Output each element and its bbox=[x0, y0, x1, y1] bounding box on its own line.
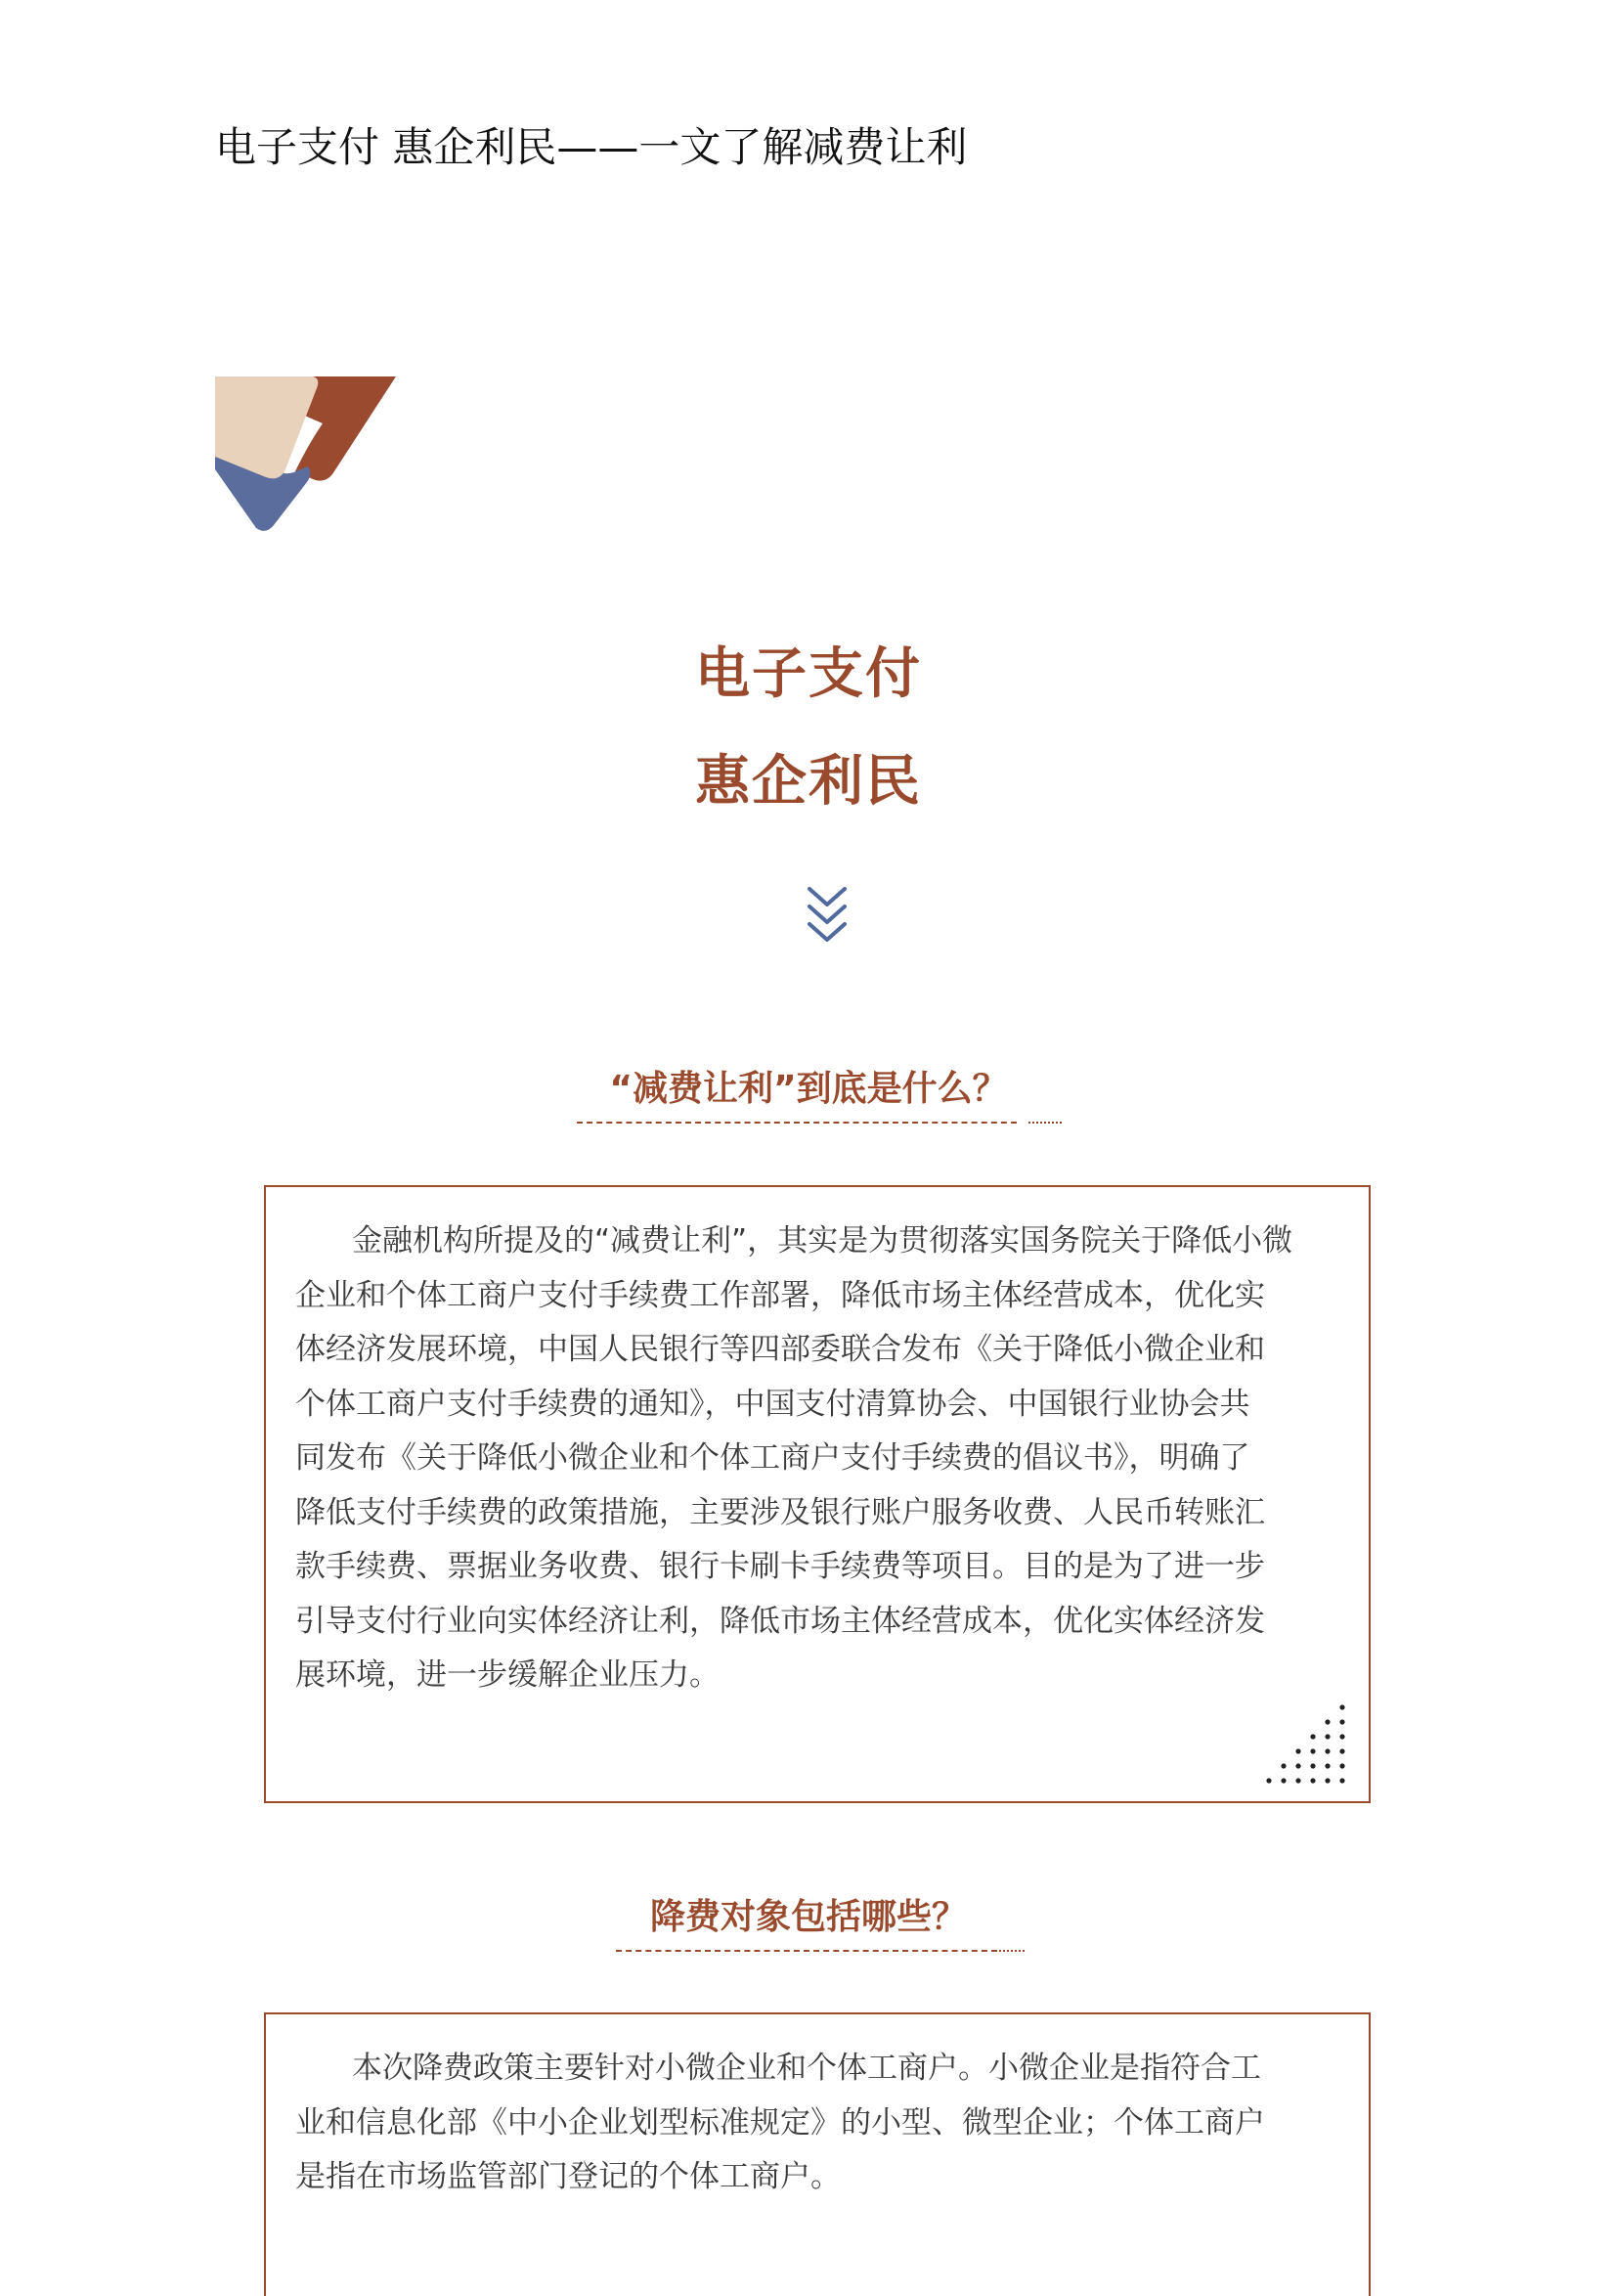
section-heading-targets: 降费对象包括哪些？ bbox=[649, 1897, 967, 1937]
paragraph-line: 展环境，进一步缓解企业压力。 bbox=[295, 1657, 720, 1693]
section-heading-fee-reduction: “减费让利”到底是什么？ bbox=[609, 1069, 1008, 1109]
dot bbox=[1310, 1778, 1315, 1783]
dot bbox=[1339, 1704, 1344, 1709]
dot bbox=[1339, 1734, 1344, 1739]
heading-underline-tail bbox=[991, 1950, 1025, 1952]
hero-line-2: 惠企利民 bbox=[695, 750, 922, 814]
paragraph-line: 降低支付手续费的政策措施，主要涉及银行账户服务收费、人民币转账汇 bbox=[295, 1494, 1265, 1530]
content-box-targets bbox=[264, 2012, 1371, 2296]
heading-underline bbox=[577, 1122, 1017, 1124]
hero-line-1: 电子支付 bbox=[695, 642, 922, 706]
dot bbox=[1266, 1778, 1271, 1783]
dot bbox=[1325, 1748, 1330, 1753]
dot bbox=[1325, 1719, 1330, 1724]
paragraph-line: 款手续费、票据业务收费、银行卡刷卡手续费等项目。目的是为了进一步 bbox=[295, 1549, 1265, 1584]
dot bbox=[1325, 1734, 1330, 1739]
dot bbox=[1281, 1763, 1286, 1768]
content-box-fee-reduction bbox=[264, 1185, 1371, 1803]
paragraph-line: 金融机构所提及的“减费让利”，其实是为贯彻落实国务院关于降低小微 bbox=[352, 1223, 1293, 1258]
paragraph-fee-reduction bbox=[295, 1214, 1339, 1703]
dot bbox=[1281, 1778, 1286, 1783]
document-title: 电子支付 惠企利民——一文了解减费让利 bbox=[215, 123, 968, 171]
paragraph-line: 企业和个体工商户支付手续费工作部署，降低市场主体经营成本，优化实 bbox=[295, 1277, 1265, 1313]
dot bbox=[1325, 1778, 1330, 1783]
dot bbox=[1339, 1748, 1344, 1753]
dot bbox=[1339, 1763, 1344, 1768]
heading-underline bbox=[616, 1950, 997, 1952]
heading-underline-tail bbox=[1028, 1122, 1062, 1124]
dot bbox=[1310, 1748, 1315, 1753]
dot bbox=[1310, 1763, 1315, 1768]
paragraph-line: 业和信息化部《中小企业划型标准规定》的小型、微型企业；个体工商户 bbox=[295, 2104, 1265, 2141]
paragraph-line: 引导支付行业向实体经济让利，降低市场主体经营成本，优化实体经济发 bbox=[295, 1603, 1265, 1639]
paragraph-targets bbox=[295, 2042, 1339, 2205]
paragraph-line: 体经济发展环境，中国人民银行等四部委联合发布《关于降低小微企业和 bbox=[295, 1332, 1265, 1367]
paragraph-line: 个体工商户支付手续费的通知》，中国支付清算协会、中国银行业协会共 bbox=[295, 1386, 1250, 1422]
dot bbox=[1339, 1719, 1344, 1724]
dot bbox=[1325, 1763, 1330, 1768]
dot bbox=[1295, 1748, 1300, 1753]
tiles-logo-icon bbox=[215, 376, 406, 533]
paragraph-line: 本次降费政策主要针对小微企业和个体工商户。小微企业是指符合工 bbox=[352, 2051, 1261, 2086]
paragraph-line: 是指在市场监管部门登记的个体工商户。 bbox=[295, 2159, 841, 2194]
triple-chevron-down-icon bbox=[806, 885, 849, 948]
dot bbox=[1339, 1778, 1344, 1783]
paragraph-line: 同发布《关于降低小微企业和个体工商户支付手续费的倡议书》，明确了 bbox=[295, 1440, 1250, 1476]
dot bbox=[1295, 1778, 1300, 1783]
dot bbox=[1310, 1734, 1315, 1739]
dot bbox=[1295, 1763, 1300, 1768]
dot-grid-icon bbox=[1257, 1696, 1365, 1793]
